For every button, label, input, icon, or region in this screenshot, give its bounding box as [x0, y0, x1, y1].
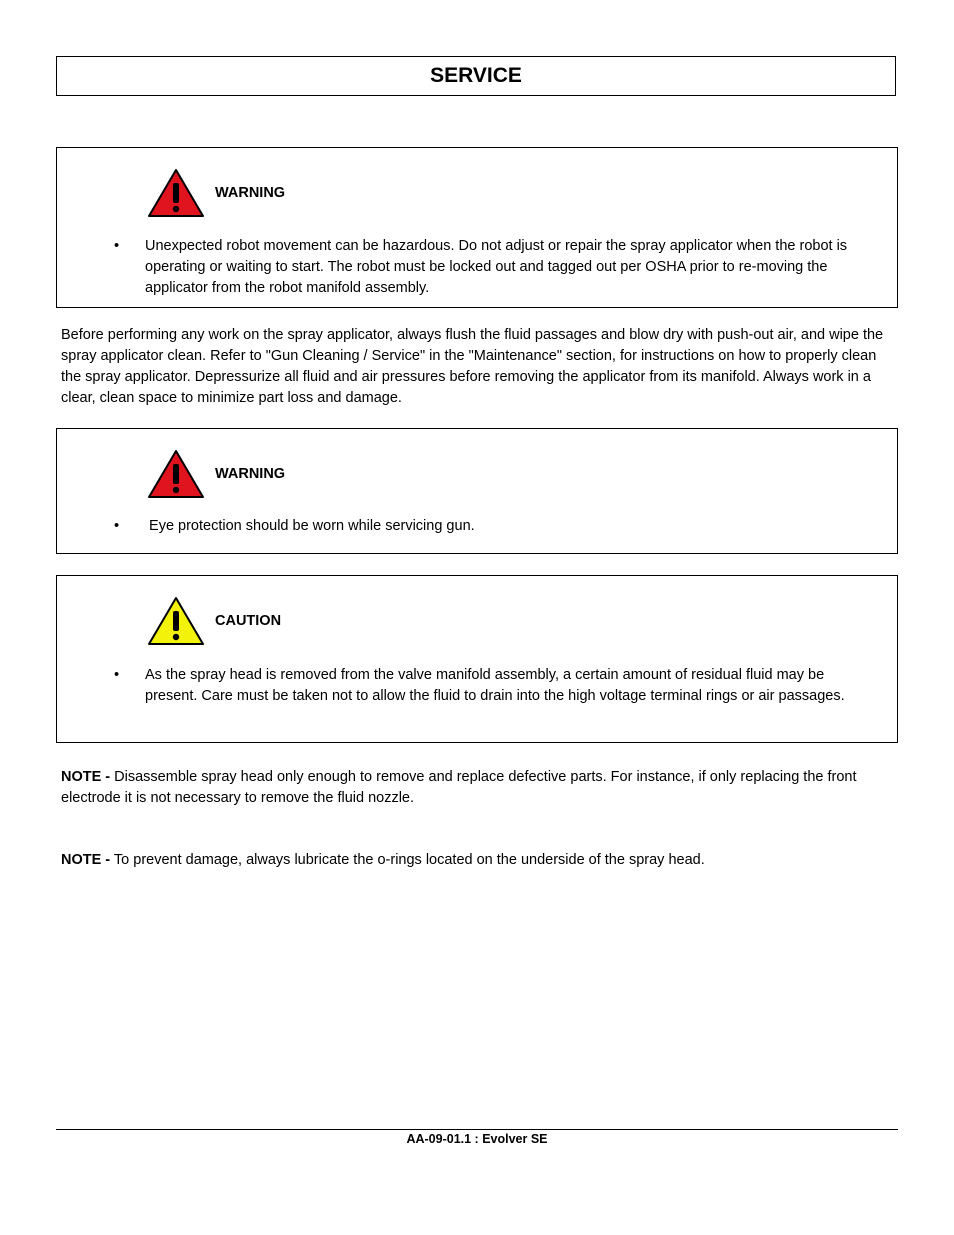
- warning-box-eye-protection: [56, 428, 898, 554]
- notice-text: Unexpected robot movement can be hazardous. Do not adjust or repair the spray applicator when the robot is operating or waiting to start. The robot must be locked out and tagged out per OSHA prior to re-moving the applicator from the robot manifold assembly.: [145, 238, 848, 296]
- notice-label: WARNING: [215, 185, 286, 201]
- warning-triangle-icon: [147, 168, 205, 218]
- caution-triangle-icon: [147, 596, 205, 646]
- notice-bullet-item: [114, 665, 869, 707]
- notice-header: [147, 168, 285, 218]
- intro-paragraph: Before performing any work on the spray applicator, always flush the fluid passages and blow dry with push-out air, and wipe the spray applicator clean. Refer to "Gun Cleaning / Service" in the "Maintenance" section, for instructions on how to properly clean the spray applicator. Depressurize all fluid and air pressures before removing the applicator from its manifold. Always work in a clear, clean space to minimize part loss and damage.: [61, 327, 884, 406]
- note-text: To prevent damage, always lubricate the o-rings located on the underside of the spray head.: [110, 852, 705, 868]
- note-disassemble: [61, 767, 897, 809]
- notice-bullet-item: [114, 236, 869, 299]
- note-lubricate: [61, 850, 897, 871]
- page-title: SERVICE: [56, 56, 896, 96]
- note-text: Disassemble spray head only enough to remove and replace defective parts. For instance, if only replacing the front electrode it is not necessary to remove the fluid nozzle.: [61, 769, 857, 806]
- footer-divider: [56, 1129, 898, 1130]
- bullet: •: [114, 667, 120, 683]
- note-label: NOTE -: [61, 852, 111, 868]
- notice-bullet-item: [114, 516, 869, 537]
- bullet: •: [114, 518, 120, 534]
- notice-text: As the spray head is removed from the valve manifold assembly, a certain amount of residual fluid may be present. Care must be taken not to allow the fluid to drain into the high voltage terminal rings or air passages.: [145, 667, 845, 704]
- warning-triangle-icon: [147, 449, 205, 499]
- note-label: NOTE -: [61, 769, 111, 785]
- bullet: •: [114, 238, 120, 254]
- footer-doc-id: AA-09-01.1 : Evolver SE: [406, 1132, 548, 1146]
- notice-label: WARNING: [215, 466, 286, 482]
- notice-text: Eye protection should be worn while servicing gun.: [145, 518, 475, 534]
- warning-box-robot-movement: [56, 147, 898, 308]
- caution-box-residual-fluid: [56, 575, 898, 743]
- notice-label: CAUTION: [215, 613, 282, 629]
- notice-header: [147, 449, 285, 499]
- notice-header: [147, 596, 281, 646]
